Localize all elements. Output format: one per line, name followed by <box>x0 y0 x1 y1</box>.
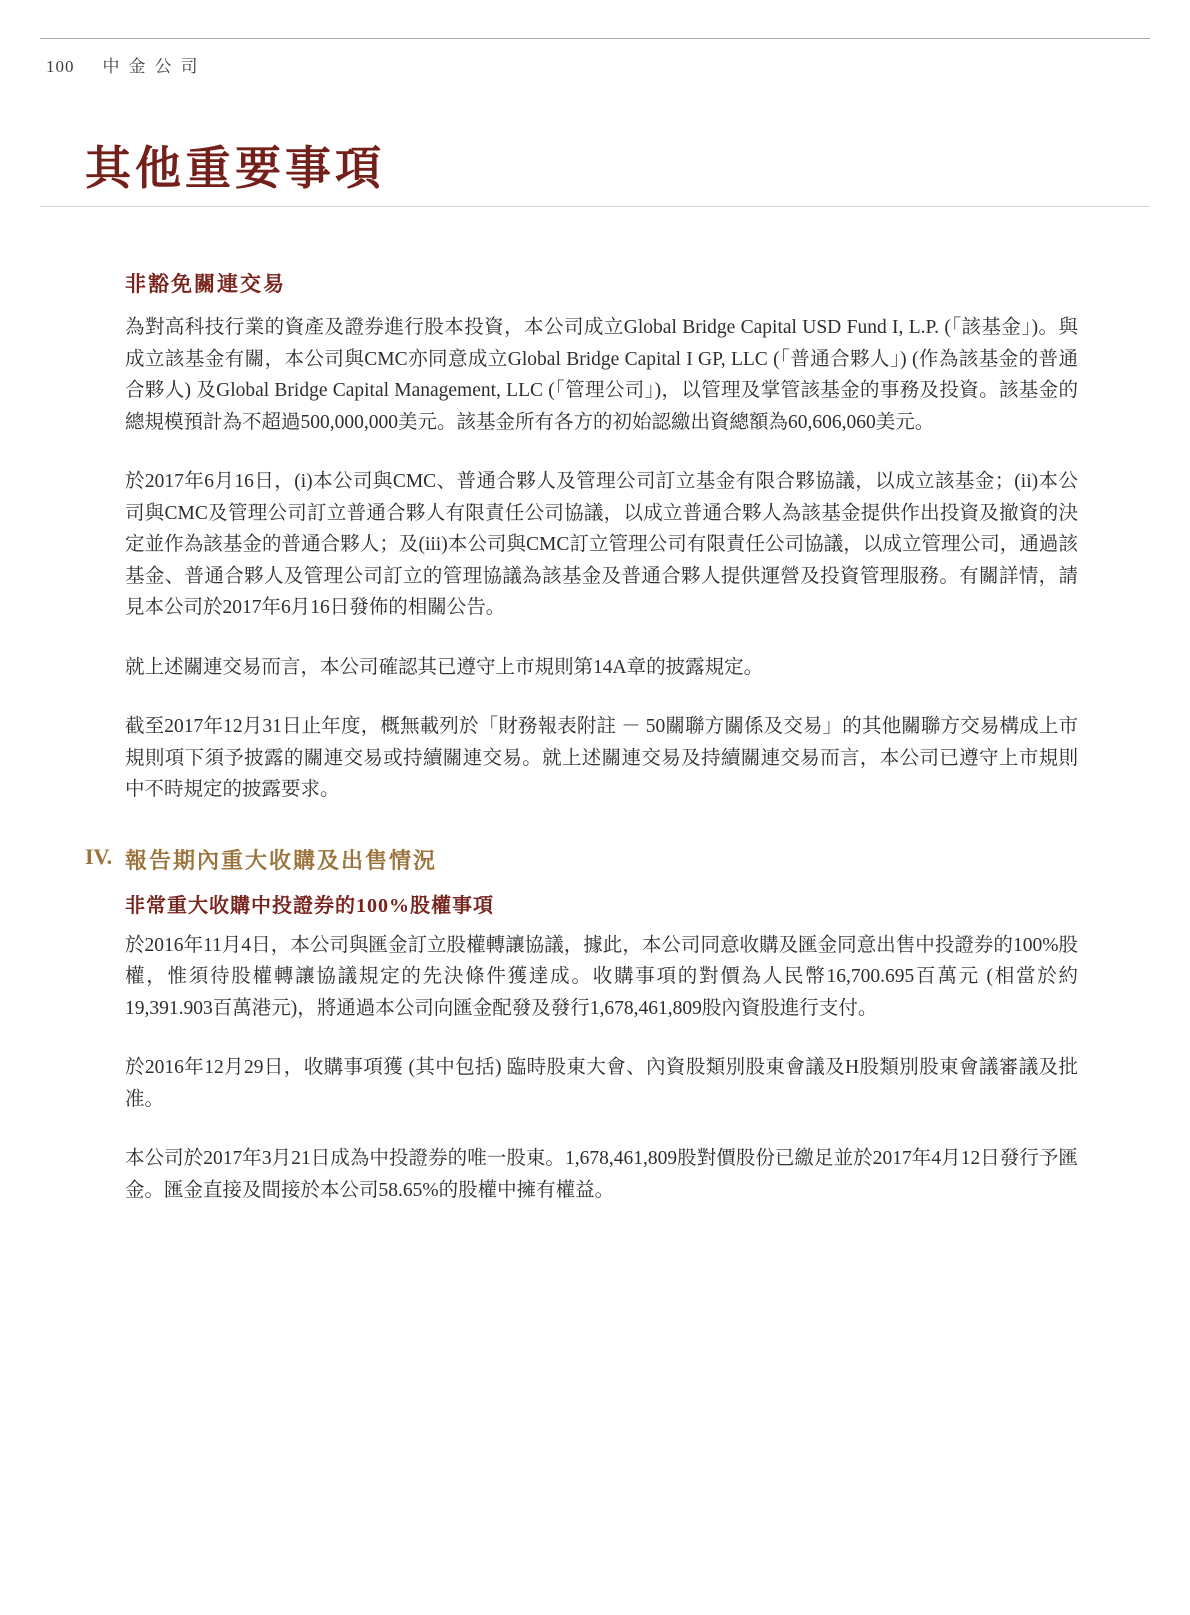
paragraph: 於2017年6月16日，(i)本公司與CMC、普通合夥人及管理公司訂立基金有限合夥協議，以成立該基金；(ii)本公司與CMC及管理公司訂立普通合夥人有限責任公司協議，以成立普通合夥人為該基金提供作出投資及撤資的決定並作為該基金的普通合夥人；及(iii)本公司與CMC訂立管理公司有限責任公司協議，以成立管理公司，通過該基金、普通合夥人及管理公司訂立的管理協議為該基金及普通合夥人提供運營及投資管理服務。有關詳情，請見本公司於2017年6月16日發佈的相關公告。 <box>125 471 1078 618</box>
section-title: 報告期內重大收購及出售情況 <box>125 847 438 873</box>
chapter-title: 其他重要事項 <box>85 143 385 194</box>
page-content <box>85 268 1078 1206</box>
paragraph: 就上述關連交易而言，本公司確認其已遵守上市規則第14A章的披露規定。 <box>125 656 764 678</box>
page-header <box>46 52 207 77</box>
paragraph: 於2016年12月29日，收購事項獲 (其中包括) 臨時股東大會、內資股類別股東會議及H股類別股東會議審議及批准。 <box>125 1057 1078 1110</box>
section-number: IV. <box>85 843 113 869</box>
paragraph: 本公司於2017年3月21日成為中投證券的唯一股東。1,678,461,809股對價股份已繳足並於2017年4月12日發行予匯金。匯金直接及間接於本公司58.65%的股權中擁有權益。 <box>125 1148 1078 1201</box>
page-number: 100 <box>46 57 75 76</box>
title-divider <box>40 206 1150 207</box>
section-non-exempt-connected-transactions <box>85 268 1078 806</box>
paragraph: 為對高科技行業的資產及證券進行股本投資，本公司成立Global Bridge Capital USD Fund I, L.P. (「該基金」)。與成立該基金有關，本公司與CMC亦同意成立Global Bridge Capital I GP, LLC (「普通合夥人」) (作為該基金的普通合夥人) 及Global Bridge Capital Management, LLC (「管理公司」)，以管理及掌管該基金的事務及投資。該基金的總規模預計為不超過500,000,000美元。該基金所有各方的初始認繳出資總額為60,606,060美元。 <box>125 317 1078 433</box>
paragraph: 截至2017年12月31日止年度，概無載列於「財務報表附註 － 50關聯方關係及交易」的其他關聯方交易構成上市規則項下須予披露的關連交易或持續關連交易。就上述關連交易及持續關連交易而言，本公司已遵守上市規則中不時規定的披露要求。 <box>125 716 1078 800</box>
header-rule <box>40 38 1150 39</box>
section-material-acquisitions <box>85 844 1078 1207</box>
subsection-heading: 非常重大收購中投證券的100%股權事項 <box>125 894 494 917</box>
company-name: 中金公司 <box>102 57 207 76</box>
section-heading: 非豁免關連交易 <box>125 272 286 296</box>
numbered-section-heading <box>85 844 1078 875</box>
paragraph: 於2016年11月4日，本公司與匯金訂立股權轉讓協議，據此，本公司同意收購及匯金同意出售中投證券的100%股權，惟須待股權轉讓協議規定的先決條件獲達成。收購事項的對價為人民幣16,700.695百萬元 (相當於約19,391.903百萬港元)，將通過本公司向匯金配發及發行1,678,461,809股內資股進行支付。 <box>125 934 1078 1019</box>
